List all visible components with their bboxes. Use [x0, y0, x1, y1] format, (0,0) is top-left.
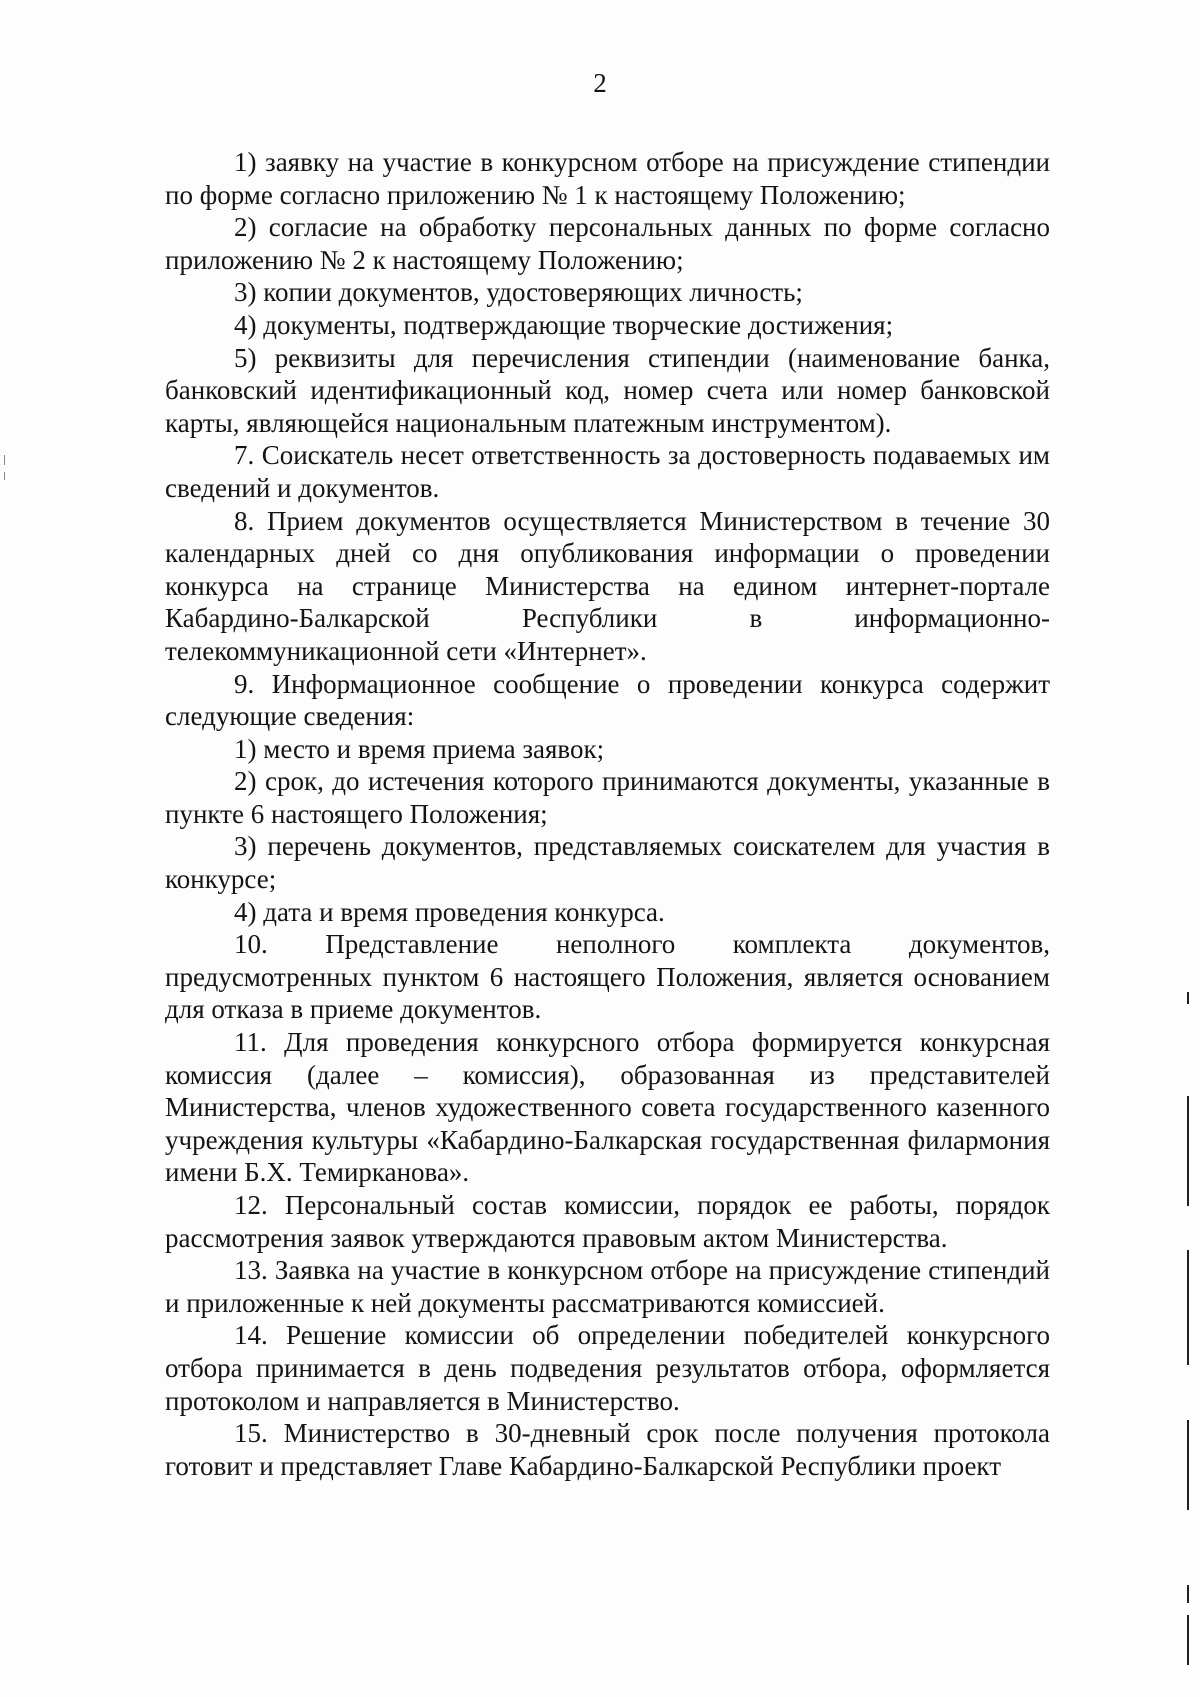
paragraph-clause-14: 14. Решение комиссии об определении победителей конкурсного отбора принимается в день подведения результатов отбора, оформляется протоколом и направляется в Министерство.: [165, 1320, 1050, 1416]
paragraph-list-item-5: 5) реквизиты для перечисления стипендии (наименование банка, банковский идентификационный код, номер счета или номер банковской карты, являющейся национальным платежным инструментом).: [165, 342, 1050, 438]
scan-edge-mark: [1187, 992, 1189, 1004]
paragraph-clause-9-item-2: 2) срок, до истечения которого принимаются документы, указанные в пункте 6 настоящего Положения;: [165, 766, 1050, 829]
paragraph-list-item-1: 1) заявку на участие в конкурсном отборе на присуждение стипендии по форме согласно приложению № 1 к настоящему Положению;: [165, 147, 1050, 210]
paragraph-clause-8: 8. Прием документов осуществляется Министерством в течение 30 календарных дней со дня опубликования информации о проведении конкурса на странице Министерства на едином интернет-портале Кабардино-Балкарской Республики в информационно-телекоммуникационной сети «Интернет».: [165, 505, 1050, 666]
paragraph-clause-15: 15. Министерство в 30-дневный срок после получения протокола готовит и представляет Главе Кабардино-Балкарской Республики проект: [165, 1418, 1050, 1481]
paragraph-clause-12: 12. Персональный состав комиссии, порядок ее работы, порядок рассмотрения заявок утверждаются правовым актом Министерства.: [165, 1190, 1050, 1253]
paragraph-list-item-4: 4) документы, подтверждающие творческие достижения;: [234, 309, 894, 340]
paragraph-clause-7: 7. Соискатель несет ответственность за достоверность подаваемых им сведений и документов.: [165, 440, 1050, 503]
paragraph-clause-9-item-3: 3) перечень документов, представляемых соискателем для участия в конкурсе;: [165, 831, 1050, 895]
scan-edge-mark: [4, 472, 5, 480]
paragraph-clause-13: 13. Заявка на участие в конкурсном отборе на присуждение стипендий и приложенные к ней документы рассматриваются комиссией.: [165, 1255, 1050, 1318]
paragraph-list-item-2: 2) согласие на обработку персональных данных по форме согласно приложению № 2 к настоящему Положению;: [165, 212, 1050, 275]
scan-edge-mark: [1187, 1420, 1189, 1510]
scan-edge-mark: [1187, 1250, 1189, 1365]
paragraph-clause-9: 9. Информационное сообщение о проведении конкурса содержит следующие сведения:: [165, 668, 1050, 732]
paragraph-clause-9-item-4: 4) дата и время проведения конкурса.: [234, 896, 665, 927]
scan-edge-mark: [1187, 1615, 1189, 1665]
paragraph-clause-11: 11. Для проведения конкурсного отбора формируется конкурсная комиссия (далее – комиссия), образованная из представителей Министерства, членов художественного совета государственного казенного учреждения культуры «Кабардино-Балкарская государственная филармония имени Б.Х. Темирканова».: [165, 1027, 1050, 1188]
paragraph-clause-9-item-1: 1) место и время приема заявок;: [234, 733, 605, 764]
scan-edge-mark: [1187, 1096, 1189, 1206]
paragraph-clause-10: 10. Представление неполного комплекта документов, предусмотренных пунктом 6 настоящего Положения, является основанием для отказа в приеме документов.: [165, 929, 1050, 1025]
scan-edge-mark: [4, 455, 5, 465]
page-number: 2: [593, 68, 607, 98]
paragraph-list-item-3: 3) копии документов, удостоверяющих личность;: [234, 277, 803, 308]
document-body: [165, 146, 1050, 1482]
scan-edge-mark: [1187, 1585, 1189, 1603]
